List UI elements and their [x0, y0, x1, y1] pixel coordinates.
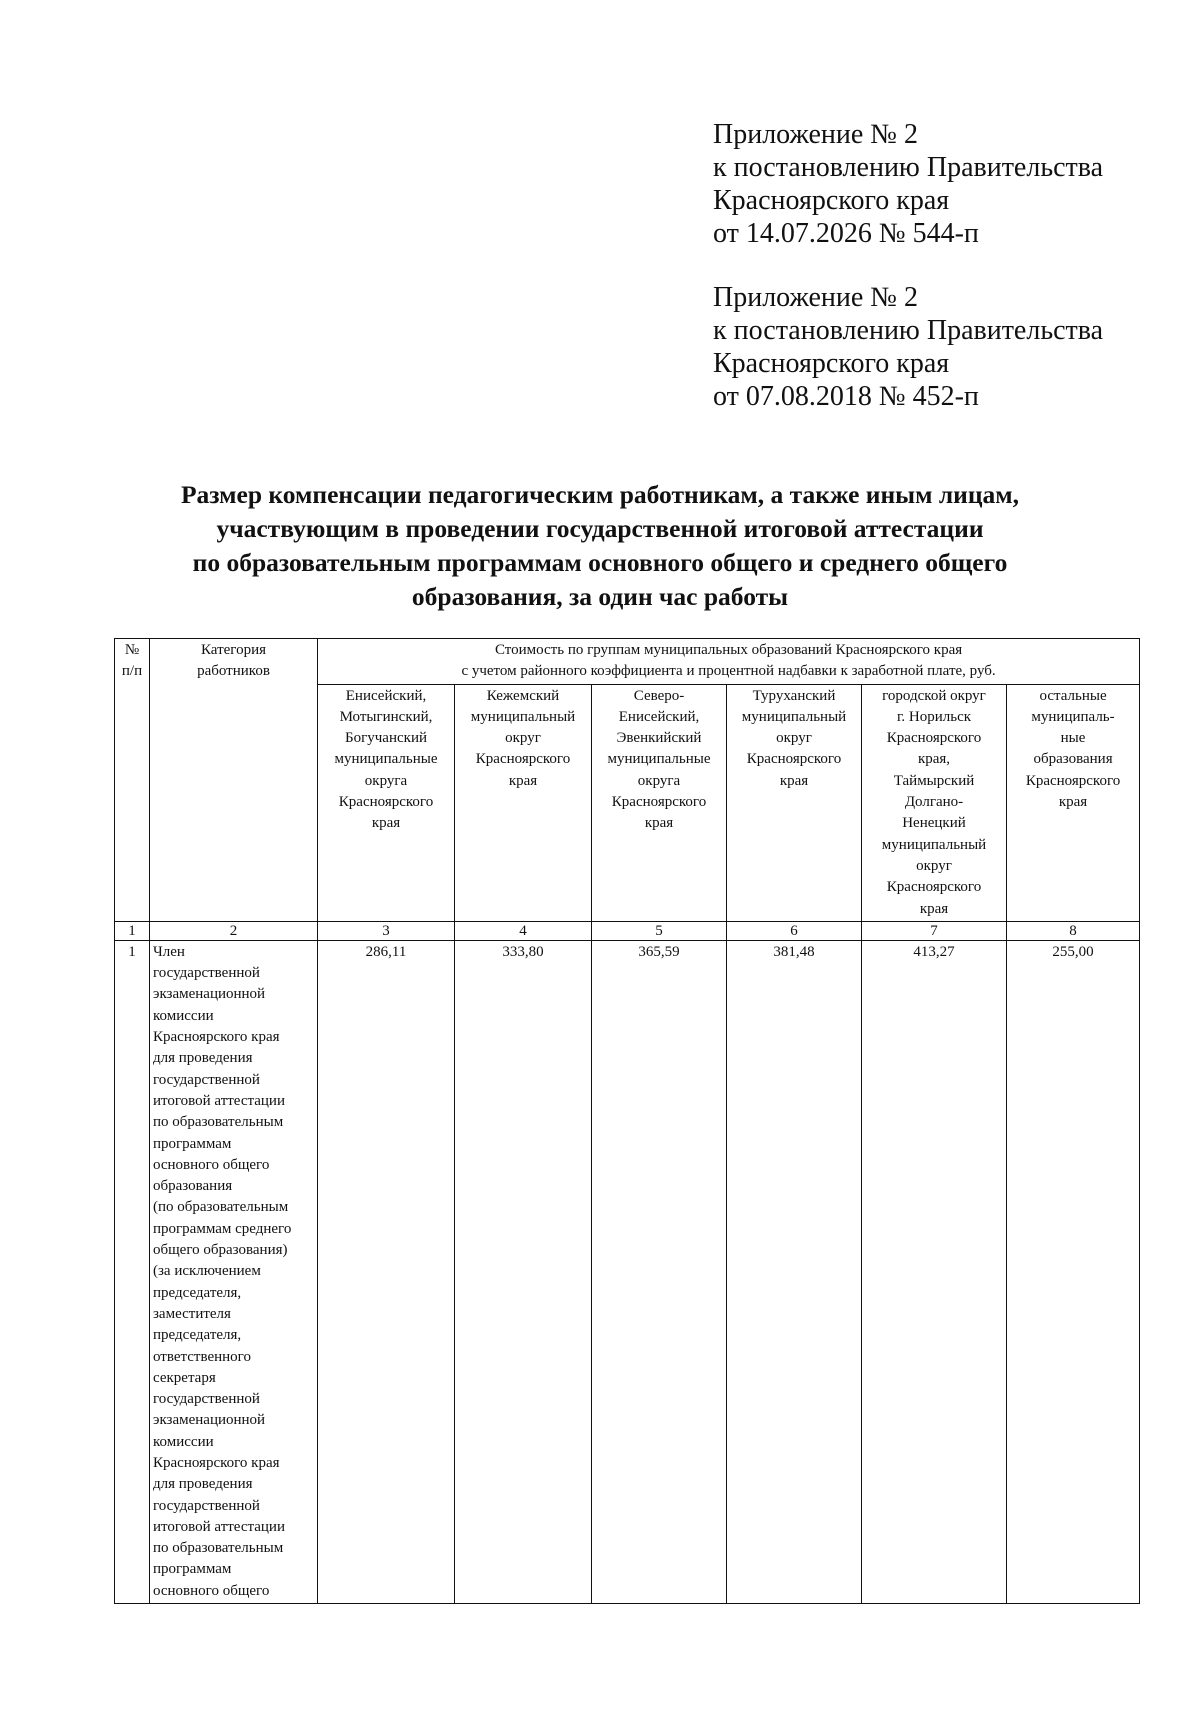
category-line: ответственного — [153, 1348, 251, 1365]
category-line: (за исключением — [153, 1263, 261, 1280]
category-line: по образовательным — [153, 1540, 284, 1557]
group-header-line: Богучанский — [345, 730, 427, 747]
appendix-current — [713, 118, 1173, 250]
appendix-line: Приложение № 2 — [713, 119, 918, 150]
column-number: 8 — [1007, 921, 1140, 940]
appendix-line: от 14.07.2026 № 544-п — [713, 218, 979, 249]
category-line: государственной — [153, 1071, 260, 1088]
table-row — [115, 940, 1140, 1603]
category-line: экзаменационной — [153, 986, 266, 1003]
category-line: председателя, — [153, 1284, 242, 1301]
category-line: Красноярского края — [153, 1029, 280, 1046]
group-header-line: Долгано- — [904, 794, 964, 811]
group-header-line: Туруханский — [752, 687, 836, 704]
appendix-previous — [713, 281, 1173, 413]
row-value: 286,11 — [318, 940, 455, 1603]
category-line: основного общего — [153, 1156, 270, 1173]
document-title — [120, 478, 1080, 614]
category-line: программам — [153, 1135, 232, 1152]
group-header-line: Красноярского — [475, 751, 571, 768]
title-line: участвующим в проведении государственной итоговой аттестации — [216, 514, 984, 543]
group-header-line: муниципальные — [607, 751, 711, 768]
category-line: заместителя — [153, 1305, 231, 1322]
group-header-line: Красноярского — [886, 879, 982, 896]
appendix-line: к постановлению Правительства — [713, 315, 1104, 346]
row-value: 365,59 — [592, 940, 727, 1603]
appendix-line: Красноярского края — [713, 185, 950, 216]
row-value: 413,27 — [862, 940, 1007, 1603]
group-header-line: Енисейский, — [345, 687, 427, 704]
title-line: Размер компенсации педагогическим работникам, а также иным лицам, — [180, 480, 1020, 509]
group-header-line: Ненецкий — [902, 815, 966, 832]
header-row-top — [115, 639, 1140, 685]
group-header-line: образования — [1033, 751, 1113, 768]
group-header-line: Кежемский — [486, 687, 560, 704]
group-header-line: Северо- — [633, 687, 685, 704]
title-line: образования, за один час работы — [411, 582, 789, 611]
category-line: Красноярского края — [153, 1454, 280, 1471]
category-line: для проведения — [153, 1050, 253, 1067]
group-header-line: муниципальный — [470, 708, 576, 725]
group-header-line: Красноярского — [886, 730, 982, 747]
column-numbers-row — [115, 921, 1140, 940]
group-header-line: края — [919, 900, 949, 917]
group-header-line: муниципаль- — [1031, 708, 1115, 725]
appendix-line: к постановлению Правительства — [713, 152, 1104, 183]
header-group-2 — [455, 684, 592, 921]
appendix-line: Приложение № 2 — [713, 282, 918, 313]
row-number: 1 — [115, 940, 150, 1603]
group-header-line: края — [371, 815, 401, 832]
category-line: государственной — [153, 1497, 260, 1514]
header-group-4 — [727, 684, 862, 921]
title-line: по образовательным программам основного общего и среднего общего — [192, 548, 1008, 577]
group-header-line: г. Норильск — [896, 708, 972, 725]
category-line: государственной — [153, 965, 260, 982]
category-line: комиссии — [153, 1433, 214, 1450]
group-header-line: муниципальные — [334, 751, 438, 768]
group-header-line: округа — [364, 772, 408, 789]
group-header-line: края — [1058, 794, 1088, 811]
appendix-line: от 07.08.2018 № 452-п — [713, 381, 979, 412]
group-header-line: края — [779, 772, 809, 789]
group-header-line: Мотыгинский, — [339, 708, 433, 725]
category-line: итоговой аттестации — [153, 1092, 285, 1109]
category-line: итоговой аттестации — [153, 1518, 285, 1535]
group-header-line: муниципальный — [881, 836, 987, 853]
category-line: Член — [153, 943, 185, 960]
column-number: 6 — [727, 921, 862, 940]
row-value: 381,48 — [727, 940, 862, 1603]
category-line: комиссии — [153, 1007, 214, 1024]
category-line: образования — [153, 1178, 233, 1195]
column-number: 4 — [455, 921, 592, 940]
header-num: № п/п — [115, 639, 150, 922]
category-line: общего образования) — [153, 1242, 288, 1259]
group-header-line: Енисейский, — [618, 708, 700, 725]
group-header-line: края, — [917, 751, 951, 768]
group-header-line: округ — [776, 730, 812, 747]
group-header-line: остальные — [1039, 687, 1107, 704]
column-number: 5 — [592, 921, 727, 940]
category-line: для проведения — [153, 1476, 253, 1493]
column-number: 7 — [862, 921, 1007, 940]
category-line: программам среднего — [153, 1220, 292, 1237]
header-group-3 — [592, 684, 727, 921]
category-line: программам — [153, 1561, 232, 1578]
column-number: 2 — [150, 921, 318, 940]
row-value: 333,80 — [455, 940, 592, 1603]
group-header-line: Красноярского — [338, 794, 434, 811]
category-line: по образовательным — [153, 1114, 284, 1131]
group-header-line: Красноярского — [611, 794, 707, 811]
compensation-table — [114, 638, 1140, 1604]
category-line: (по образовательным — [153, 1199, 289, 1216]
group-header-line: муниципальный — [741, 708, 847, 725]
category-line: председателя, — [153, 1327, 242, 1344]
group-header-line: ные — [1060, 730, 1086, 747]
header-category: Категория работников — [150, 639, 318, 922]
group-header-line: округ — [505, 730, 541, 747]
category-line: экзаменационной — [153, 1412, 266, 1429]
appendix-line: Красноярского края — [713, 348, 950, 379]
header-group-6 — [1007, 684, 1140, 921]
category-line: секретаря — [153, 1369, 216, 1386]
column-number: 1 — [115, 921, 150, 940]
group-header-line: округа — [637, 772, 681, 789]
category-line: государственной — [153, 1391, 260, 1408]
group-header-line: края — [644, 815, 674, 832]
group-header-line: Красноярского — [746, 751, 842, 768]
group-header-line: Красноярского — [1025, 772, 1121, 789]
header-group-1 — [318, 684, 455, 921]
group-header-line: городской округ — [882, 687, 986, 704]
category-line: основного общего — [153, 1582, 270, 1599]
row-category — [150, 940, 318, 1603]
group-header-line: Таймырский — [893, 772, 975, 789]
header-group-5 — [862, 684, 1007, 921]
group-header-line: округ — [916, 857, 952, 874]
group-header-line: Эвенкийский — [616, 730, 702, 747]
group-header-line: края — [508, 772, 538, 789]
row-value: 255,00 — [1007, 940, 1140, 1603]
column-number: 3 — [318, 921, 455, 940]
header-cost-group: Стоимость по группам муниципальных образований Красноярского края с учетом районного коэффициента и процентной надбавки к заработной плате, руб. — [318, 639, 1140, 685]
